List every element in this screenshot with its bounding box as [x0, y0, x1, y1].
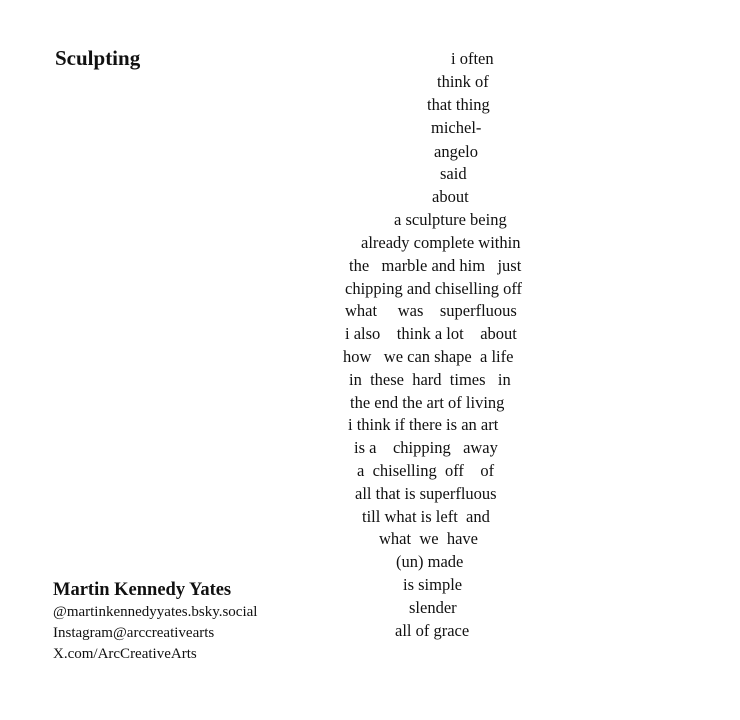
poem-line: chipping and chiselling off: [345, 279, 523, 298]
poem-line: in these hard times in: [349, 370, 511, 389]
poem-line: i think if there is an art: [348, 415, 499, 434]
poem-title: Sculpting: [55, 46, 141, 70]
poem-line: already complete within: [361, 233, 521, 252]
poem-line: that thing: [427, 95, 490, 114]
poem-line: all of grace: [395, 621, 470, 640]
poem-line: about: [432, 187, 469, 206]
poem-line: a chiselling off of: [357, 461, 495, 480]
author-block: [53, 578, 353, 665]
poem-line: (un) made: [396, 552, 464, 571]
poem-line: the marble and him just: [349, 256, 522, 275]
poem-line: the end the art of living: [350, 393, 505, 412]
poem-line: think of: [437, 72, 489, 91]
instagram-handle: Instagram@arccreativearts: [53, 625, 215, 641]
poem-line: what was superfluous: [345, 301, 517, 320]
poem-line: how we can shape a life: [343, 347, 514, 366]
poem-line: slender: [409, 598, 457, 617]
poem-body: [0, 48, 740, 648]
poem-line: i often: [451, 49, 494, 68]
poem-line: angelo: [434, 142, 478, 161]
x-handle: X.com/ArcCreativeArts: [53, 646, 197, 662]
bluesky-handle: @martinkennedyyates.bsky.social: [53, 604, 258, 620]
author-name: Martin Kennedy Yates: [53, 580, 232, 600]
poem-line: said: [440, 164, 467, 183]
poem-line: all that is superfluous: [355, 484, 497, 503]
poem-line: michel-: [431, 118, 482, 137]
poem-line: till what is left and: [362, 507, 490, 526]
poem-line: is simple: [403, 575, 463, 594]
poem-line: what we have: [379, 529, 478, 548]
poem-line: is a chipping away: [354, 438, 498, 457]
poem-line: a sculpture being: [394, 210, 507, 229]
poem-line: i also think a lot about: [345, 324, 517, 343]
